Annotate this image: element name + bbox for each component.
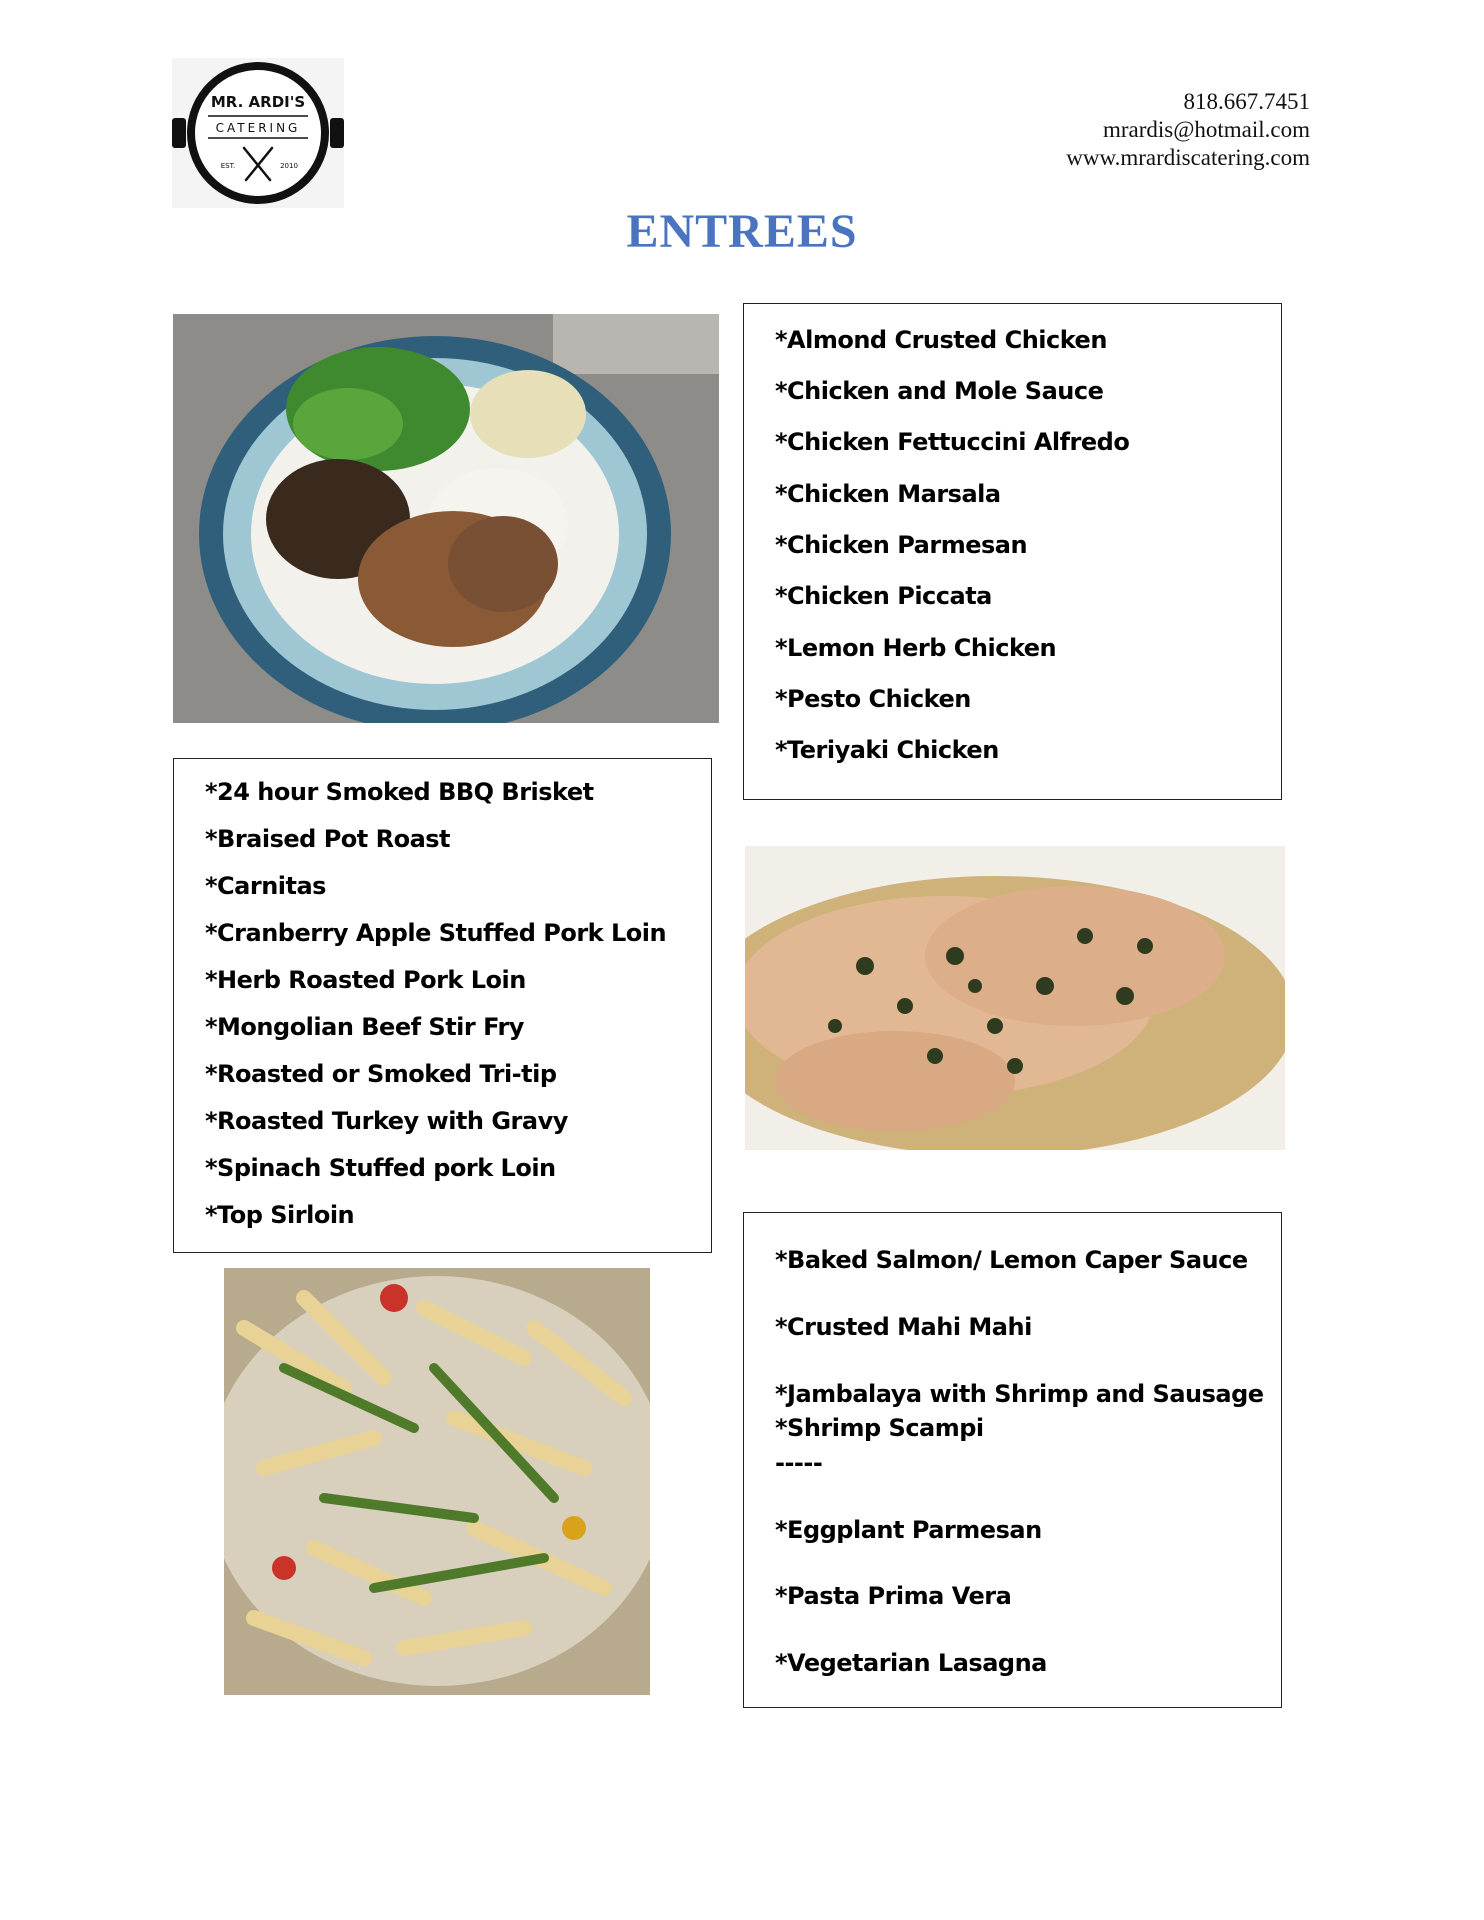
- menu-item: *Baked Salmon/ Lemon Caper Sauce: [775, 1246, 1248, 1274]
- chicken-piccata-photo: [745, 846, 1285, 1150]
- pasta-photo: [224, 1268, 650, 1695]
- menu-item: *Jambalaya with Shrimp and Sausage: [775, 1380, 1264, 1408]
- logo-brand-text: MR. ARDI'S: [210, 93, 306, 111]
- menu-item: *Almond Crusted Chicken: [775, 326, 1107, 354]
- menu-item: *Lemon Herb Chicken: [775, 634, 1057, 662]
- logo-est-year: 2010: [280, 162, 298, 170]
- logo-est-label: EST.: [220, 162, 236, 170]
- menu-item: *Shrimp Scampi: [775, 1414, 984, 1442]
- menu-item: *Braised Pot Roast: [205, 825, 451, 853]
- menu-item: *Carnitas: [205, 872, 326, 900]
- menu-item: *Chicken Fettuccini Alfredo: [775, 428, 1130, 456]
- phone-number: 818.667.7451: [1183, 89, 1310, 114]
- menu-item: *Spinach Stuffed pork Loin: [205, 1154, 556, 1182]
- menu-item: *Top Sirloin: [205, 1201, 355, 1229]
- contact-info: [1066, 88, 1310, 172]
- menu-item: *Cranberry Apple Stuffed Pork Loin: [205, 919, 667, 947]
- meat-entrees-box: [173, 758, 712, 1253]
- menu-item: *Mongolian Beef Stir Fry: [205, 1013, 524, 1041]
- logo-sub-text: CATERING: [215, 121, 301, 135]
- page-title: ENTREES: [626, 205, 858, 258]
- menu-item: *Crusted Mahi Mahi: [775, 1313, 1032, 1341]
- menu-item: *Teriyaki Chicken: [775, 736, 999, 764]
- menu-item: *Eggplant Parmesan: [775, 1516, 1042, 1544]
- menu-item: *Chicken and Mole Sauce: [775, 377, 1104, 405]
- chicken-entrees-box: [743, 303, 1282, 800]
- menu-item: *Pasta Prima Vera: [775, 1582, 1012, 1610]
- menu-divider: -----: [775, 1449, 823, 1477]
- menu-item: *Pesto Chicken: [775, 685, 971, 713]
- plate-photo: [173, 314, 719, 723]
- website-url: www.mrardiscatering.com: [1066, 145, 1310, 170]
- menu-item: *Roasted Turkey with Gravy: [205, 1107, 568, 1135]
- menu-item: *24 hour Smoked BBQ Brisket: [205, 778, 594, 806]
- menu-item: *Chicken Piccata: [775, 582, 992, 610]
- logo: [172, 58, 344, 208]
- menu-item: *Roasted or Smoked Tri-tip: [205, 1060, 557, 1088]
- email-address: mrardis@hotmail.com: [1102, 117, 1310, 142]
- seafood-vegetarian-entrees-box: [743, 1212, 1282, 1708]
- menu-item: *Chicken Marsala: [775, 480, 1001, 508]
- menu-item: *Vegetarian Lasagna: [775, 1649, 1047, 1677]
- menu-item: *Herb Roasted Pork Loin: [205, 966, 526, 994]
- menu-item: *Chicken Parmesan: [775, 531, 1028, 559]
